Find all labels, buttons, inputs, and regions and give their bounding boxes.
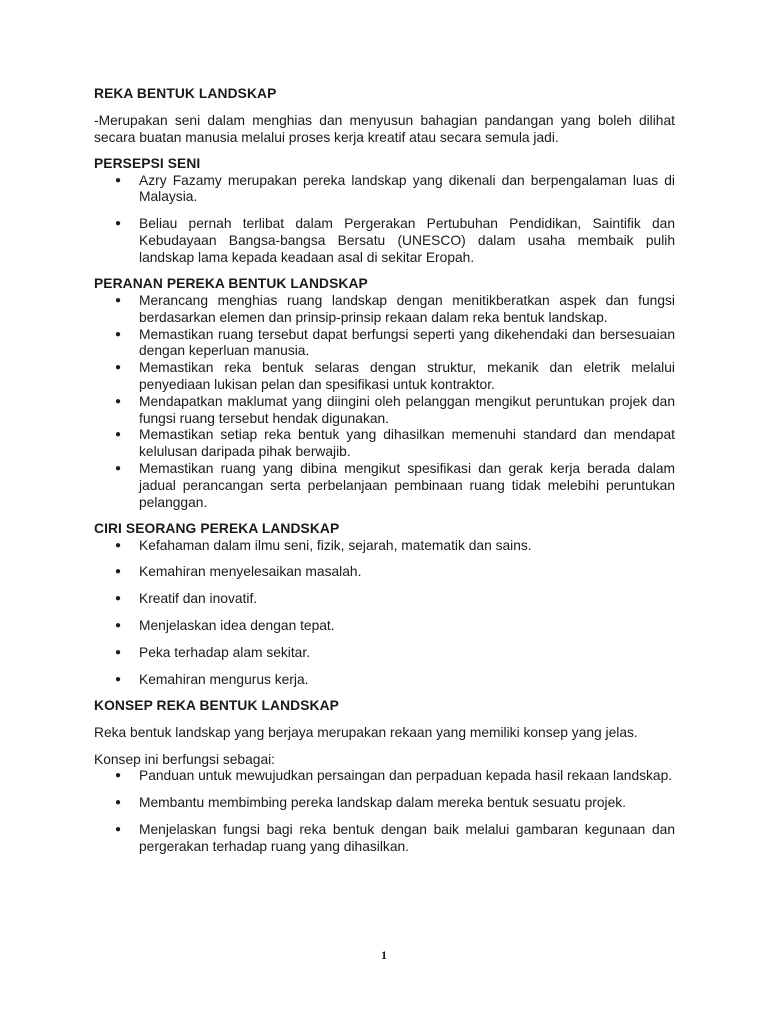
list-item: ● Kemahiran mengurus kerja. (115, 671, 309, 687)
list-item: ● Memastikan reka bentuk selaras dengan struktur, mekanik dan eletrik melalui penyediaan lukisan pelan dan spesifikasi untuk kontraktor. (115, 360, 675, 392)
list-item: ● Kreatif dan inovatif. (115, 591, 258, 607)
bullet-icon: ● (115, 218, 122, 230)
bullet-icon: ● (115, 566, 122, 578)
bullet-icon: ● (115, 429, 122, 441)
bullet-icon: ● (115, 593, 122, 605)
paragraph-definition: -Merupakan seni dalam menghias dan menyusun bahagian pandangan yang boleh dilihat secara buatan manusia melalui proses kerja kreatif atau secara semula jadi. (94, 112, 675, 145)
list-item: ● Kefahaman dalam ilmu seni, fizik, sejarah, matematik dan sains. (115, 537, 532, 553)
bullet-icon: ● (115, 797, 122, 809)
bullet-icon: ● (115, 539, 122, 551)
heading-ciri: CIRI SEORANG PEREKA LANDSKAP (94, 520, 340, 536)
list-ciri (94, 538, 675, 689)
bullet-icon: ● (115, 646, 122, 658)
heading-peranan: PERANAN PEREKA BENTUK LANDSKAP (94, 276, 368, 292)
list-item: ● Menjelaskan idea dengan tepat. (115, 618, 335, 634)
page-number: 1 (381, 948, 387, 962)
bullet-icon: ● (115, 620, 122, 632)
list-item: ● Merancang menghias ruang landskap dengan menitikberatkan aspek dan fungsi berdasarkan elemen dan prinsip-prinsip rekaan dalam reka bentuk landskap. (115, 292, 675, 325)
bullet-icon: ● (115, 673, 122, 685)
heading-persepsi-seni: PERSEPSI SENI (94, 155, 201, 171)
bullet-icon: ● (115, 395, 122, 407)
bullet-icon: ● (115, 823, 122, 835)
list-item: ● Memastikan ruang yang dibina mengikut spesifikasi dan gerak kerja berada dalam jadual perancangan serta perbelanjaan pembinaan ruang tidak melebihi peruntukan pelanggan. (115, 460, 675, 510)
document-page (94, 86, 675, 855)
list-item: ● Peka terhadap alam sekitar. (115, 644, 311, 660)
list-item: ● Beliau pernah terlibat dalam Pergerakan Pertubuhan Pendidikan, Saintifik dan Kebudayaan Bangsa-bangsa Bersatu (UNESCO) dalam usaha membaik pulih landskap lama kepada keadaan asal di sekitar Eropah. (115, 216, 675, 265)
list-item: ● Membantu membimbing pereka landskap dalam mereka bentuk sesuatu projek. (115, 795, 626, 811)
bullet-icon: ● (115, 770, 122, 782)
list-persepsi-seni (94, 173, 675, 267)
list-item: ● Memastikan setiap reka bentuk yang dihasilkan memenuhi standard dan mendapat kelulusan daripada pihak berwajib. (115, 427, 675, 460)
paragraph-konsep-1: Reka bentuk landskap yang berjaya merupakan rekaan yang memiliki konsep yang jelas. (94, 724, 638, 740)
list-item: ● Mendapatkan maklumat yang diingini oleh pelanggan mengikut peruntukan projek dan fungsi ruang tersebut hendak digunakan. (115, 393, 675, 426)
bullet-icon: ● (115, 174, 122, 186)
bullet-icon: ● (115, 294, 122, 306)
heading-konsep: KONSEP REKA BENTUK LANDSKAP (94, 697, 339, 713)
list-item: ● Panduan untuk mewujudkan persaingan dan perpaduan kepada hasil rekaan landskap. (115, 768, 673, 784)
list-peranan (94, 293, 675, 511)
bullet-icon: ● (115, 462, 122, 474)
bullet-icon: ● (115, 328, 122, 340)
list-item: ● Memastikan ruang tersebut dapat berfungsi seperti yang dikehendaki dan bersesuaian dengan keperluan manusia. (115, 326, 675, 359)
heading-reka-bentuk-landskap: REKA BENTUK LANDSKAP (94, 86, 277, 101)
paragraph-konsep-2: Konsep ini berfungsi sebagai: (94, 751, 276, 767)
bullet-icon: ● (115, 362, 122, 374)
list-konsep (94, 768, 675, 855)
list-item: ● Kemahiran menyelesaikan masalah. (115, 564, 362, 580)
list-item: ● Menjelaskan fungsi bagi reka bentuk dengan baik melalui gambaran kegunaan dan pergerakan terhadap ruang yang dihasilkan. (115, 821, 675, 854)
list-item: ● Azry Fazamy merupakan pereka landskap yang dikenali dan berpengalaman luas di Malaysia. (115, 172, 675, 205)
